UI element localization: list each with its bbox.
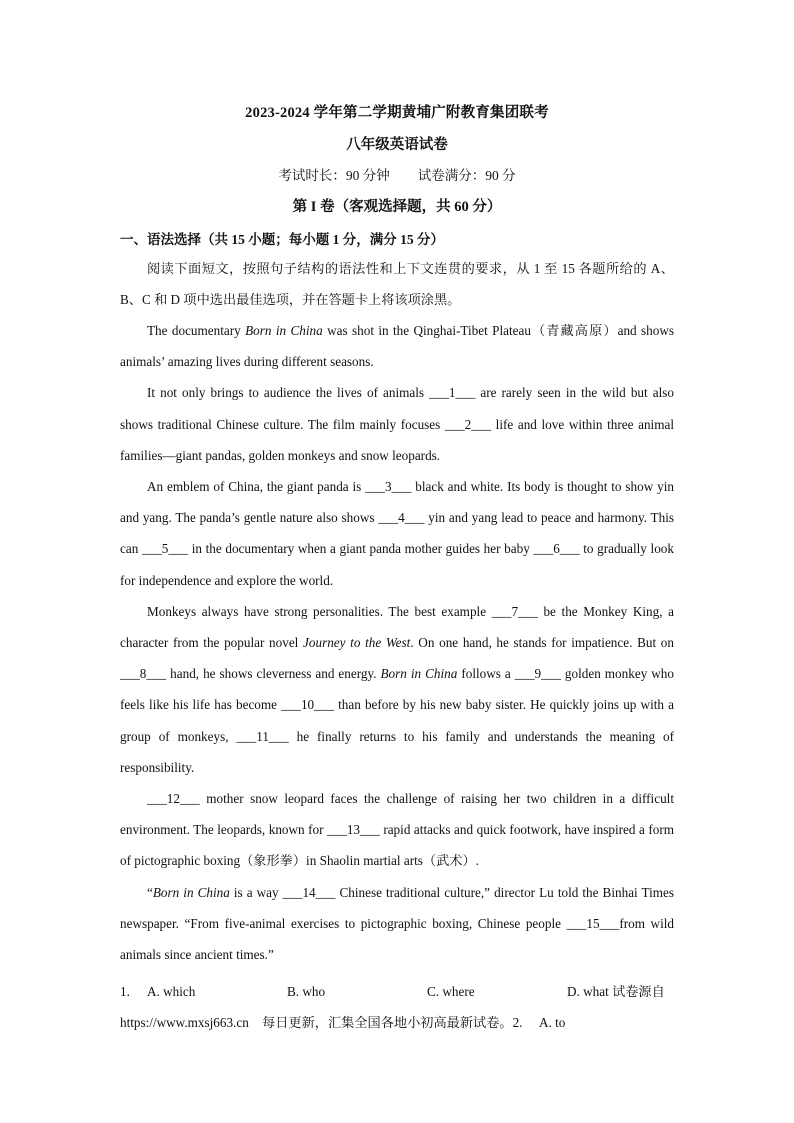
blank-14: ___14___ [282,884,336,900]
blank-3: ___3___ [365,479,412,495]
passage-paragraph-1: The documentary Born in China was shot in the Qinghai-Tibet Plateau（青藏高原）and shows animals’ amazing lives during different seasons. [120,323,675,370]
instruction-text: 阅读下面短文，按照句子结构的语法性和上下文连贯的要求，从 1 至 15 各题所给的 A、B、C 和 D 项中选出最佳选项，并在答题卡上将该项涂黑。 [120,261,674,308]
source-url[interactable]: https://www.mxsj663.cn [120,1015,249,1030]
blank-1: ___1___ [429,385,476,401]
passage [120,315,674,970]
blank-7: ___7___ [491,603,538,619]
footer-line [120,1007,565,1038]
option-a: A. which [147,984,196,999]
option-b: B. who [287,984,326,999]
film-title: Born in China [380,666,458,682]
source-note-text: 每日更新，汇集全国各地小初高最新试卷。 [262,1015,513,1030]
part-title: 第 I 卷（客观选择题，共 60 分） [292,199,502,215]
score-label: 试卷满分：90 分 [417,168,516,183]
blank-12: ___12___ [147,791,200,807]
film-title: Born in China [245,323,323,338]
question-2-option-a: A. to [538,1015,566,1030]
novel-title: Journey to the West [303,635,411,651]
blank-2: ___2___ [444,416,492,432]
question-2-number: 2. [512,1015,523,1030]
instruction-paragraph [120,253,674,315]
time-label: 考试时长：90 分钟 [278,168,390,183]
blank-4: ___4___ [378,510,425,526]
passage-paragraph-6: “Born in China is a way ___14___ Chinese traditional culture,” director Lu told the Binhai Times newspaper. “From five-animal exercises to pictographic boxing, Chinese people ___15___from wild animals since ancient times.” [120,884,675,963]
option-c: C. where [427,984,475,999]
blank-11: ___11___ [236,728,289,744]
blank-15: ___15___ [566,915,620,931]
source-note: 试卷源自 [612,984,665,999]
blank-8: ___8___ [120,666,167,682]
blank-5: ___5___ [141,541,189,557]
passage-paragraph-2: It not only brings to audience the lives of animals ___1___ are rarely seen in the wild but also shows traditional Chinese culture. The film mainly focuses ___2___ life and love within three animal families—giant pandas, golden monkeys and snow leopards. [120,385,674,463]
blank-9: ___9___ [514,666,561,682]
passage-paragraph-5: ___12___ mother snow leopard faces the challenge of raising her two children in a difficult environment. The leopards, known for ___13___ rapid attacks and quick footwork, have inspired a form of pictographic boxing（象形拳）in Shaolin martial arts（武术）. [120,791,674,869]
blank-6: ___6___ [533,541,580,557]
blank-10: ___10___ [281,697,334,713]
blank-13: ___13___ [327,822,380,838]
exam-title: 2023-2024 学年第二学期黄埔广附教育集团联考 [245,105,549,121]
exam-subtitle: 八年级英语试卷 [346,137,448,153]
passage-paragraph-4: Monkeys always have strong personalities. The best example ___7___ be the Monkey King, a character from the popular novel Journey to the West. On one hand, he stands for impatience. But on ___8___ hand, he shows cleverness and energy. Born in China follows a ___9___ golden monkey who feels like his life has become ___10___ than before by his new baby sister. He quickly joins up with a group of monkeys, ___11___ he finally returns to his family and understands the meaning of responsibility. [120,603,674,775]
question-number: 1. [120,984,130,999]
exam-info [0,164,794,184]
option-d: D. what 试卷源自 [567,984,665,999]
section-heading: 一、语法选择（共 15 小题；每小题 1 分，满分 15 分） [120,232,444,247]
passage-paragraph-3: An emblem of China, the giant panda is ___3___ black and white. Its body is thought to show yin and yang. The panda’s gentle nature also shows ___4___ yin and yang lead to peace and harmony. This can ___5___ in the documentary when a giant panda mother guides her baby ___6___ to gradually look for independence and explore the world. [120,479,674,588]
film-title: Born in China [152,884,230,900]
